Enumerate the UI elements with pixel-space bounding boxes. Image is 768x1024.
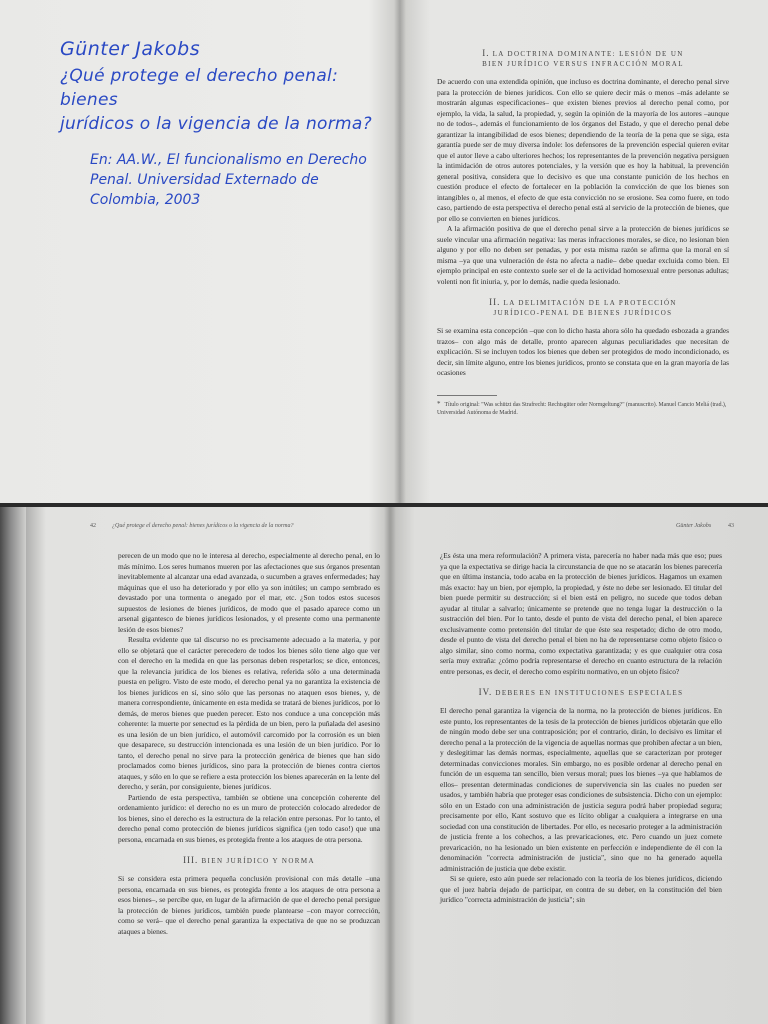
section-4-number: IV.	[478, 687, 493, 697]
handwritten-source	[60, 150, 390, 210]
page-42-column	[118, 551, 380, 937]
section-3-title: BIEN JURÍDICO Y NORMA	[201, 857, 315, 865]
page-41-paragraph-3: Si se examina esta concepción –que con lo dicho hasta ahora sólo ha quedado esbozada a grandes trazos– con algo más de detalle, pronto aparecen algunas peculiaridades que necesitan de explicación. Si se incluyen todos los bienes que deben ser protegidos de modo incondicionado, es decir, sin límite alguno, entre los bienes jurídicos, pronto se constata que en la gran mayoría de las ocasiones	[437, 326, 729, 377]
handwritten-author: Günter Jakobs	[60, 38, 201, 60]
page-42-paragraph-3: Partiendo de esta perspectiva, también se obtiene una concepción coherente del ordenamiento jurídico: el derecho no es un muro de protección colocado alrededor de los bienes, sino el derecho es la estructura de la relación entre personas. Por lo tanto, el derecho penal como protección de bienes jurídicos significa (¡en todo caso!) que una persona, encarnada en sus bienes, es protegida frente a los ataques de otra persona.	[118, 792, 380, 844]
section-2-number: II.	[489, 297, 501, 307]
top-spread	[0, 0, 768, 503]
section-3-heading	[118, 855, 380, 866]
page-41-paragraph-2: A la afirmación positiva de que el derecho penal sirve a la protección de bienes jurídicos se suele vincular una afirmación negativa: las meras infracciones morales, se dice, no lesionan bien alguno y por ello no deben ser penadas, y por esta misma razón se afirma que la moral en sí misma –ya que una vulneración de ésta no afecta a nadie– debe quedar excluida como bien. El ejemplo principal en este contexto suele ser el de la actividad homosexual entre personas adultas; volenti non fit iniuria, y, por lo demás, nadie queda lesionado.	[437, 224, 729, 286]
footnote-rule	[437, 395, 497, 396]
page-43-column	[440, 551, 722, 906]
top-gutter-shadow	[394, 0, 406, 503]
page-42-paragraph-1: perecen de un modo que no le interesa al derecho, especialmente al derecho penal, en lo más mínimo. Los seres humanos mueren por las afectaciones que sus órganos presentan inevitablemente al alcanzar una edad avanzada, o sucumben a graves enfermedades; hay máquinas que el uso ha deteriorado y por ello ya son inútiles; un campo sembrado es devastado por una tormenta o anegado por el mar, etc. ¿Son todos estos sucesos supuestos de lesiones de bienes jurídicos, de modo que el pasado aparece como un arsenal gigantesco de bienes jurídicos lesionados, y el presente como una permanente lesión de esos bienes?	[118, 551, 380, 634]
section-2-title-b: JURÍDICO-PENAL DE BIENES JURÍDICOS	[493, 309, 673, 317]
page-43-paragraph-1: ¿Es ésta una mera reformulación? A primera vista, parecería no haber nada más que eso; pues ya que la expectativa se dirige hacia la circunstancia de que no se atacarán los bienes parecería que en última instancia, todo acaba en la protección de bienes jurídicos. Hagamos un examen más exacto: hay un bien, por ejemplo, la propiedad, y éste no debe ser lesionado. El titular del bien puede permitir su destrucción; si el bien está en peligro, no sucede que todos deban ayudar al titular a salvarlo; únicamente se pretende que no tenga lugar la destrucción o la sustracción del bien. Por lo tanto, desde el punto de vista del derecho penal, el bien aparece exclusivamente como pretensión del titular de que éste sea respetado; dicho de otro modo, desde el punto de vista del derecho penal el bien no ha de representarse como objeto físico o algo similar, sino como norma, como expectativa garantizada; y es que cualquier otra cosa sería muy extraña: ¿cómo podría representarse el derecho en cuanto estructura de la relación entre personas, es decir, el derecho como espíritu normativo, en un objeto físico?	[440, 551, 722, 676]
page-42-number: 42	[90, 523, 96, 529]
page-41-column	[437, 48, 729, 417]
page-43-paragraph-2: El derecho penal garantiza la vigencia de la norma, no la protección de bienes jurídicos. En este punto, los representantes de la tesis de la protección de bienes jurídicos objetarán que ello de ningún modo debe ser una contraposición; por el contrario, dirán, lo decisivo es limitar el derecho penal a la protección de la vigencia de aquellas normas que prohíben afectar a un bien, y deslegitimar las demás normas, especialmente, aquellas que se caracterizan por proteger determinadas convicciones morales. Sin embargo, no es posible ordenar al derecho penal en función de un esquema tan sencillo, bien versus moral; pues los bienes –ya que hablamos de ellos– presentan determinadas condiciones de supervivencia sin las cuales no pueden ser usados, y también habría que proteger esas condiciones de subsistencia. Dicho con un ejemplo: sólo en un Estado con una administración de justicia segura podrá haber propiedad segura; precisamente por ello, Kant sostuvo que es lícito obligar a cualquiera a integrarse en una sociedad con una constitución de libertades. Por ello, es necesario proteger a la administración de justicia frente a los cohechos, a las prevaricaciones, etc. Pero cuando un juez comete prevaricación, no ha lesionado un bien existente en perfección e independiente de él con la denominación "correcta administración de justicia", sino que no ha generado aquella administración de justicia que debe existir.	[440, 706, 722, 873]
footnote-text: Título original: "Was schützt das Strafrecht: Rechtsgüter oder Normgeltung?" (manuscrito). Manuel Cancio Meliá (trad.), Universidad Autónoma de Madrid.	[437, 401, 727, 416]
section-3-number: III.	[183, 855, 199, 865]
page-42-paragraph-4: Si se considera esta primera pequeña conclusión provisional con más detalle –una persona, encarnada en sus bienes, es protegida frente a los ataques de otra persona a esos bienes–, se percibe que, en lugar de la afirmación de que el derecho penal persigue la protección de bienes jurídicos, también puede plantearse –con mayor corrección, como se verá– que el derecho penal garantiza la expectativa de que no se produzcan ataques a bienes.	[118, 874, 380, 936]
footnote-marker: *	[437, 399, 441, 408]
handwritten-source-line1: En: AA.W., El funcionalismo en Derecho	[90, 152, 367, 168]
page-41-paragraph-1: De acuerdo con una extendida opinión, que incluso es doctrina dominante, el derecho penal sirve para la protección de bienes jurídicos. Con ello se quiere decir más o menos –más adelante se mostrarán algunas especificaciones– que existen bienes previos al derecho penal como, por ejemplo, la vida, la salud, la propiedad, y, según la opinión de la mayoría de los autores –aunque no de todos–, además el funcionamiento de los órganos del Estado, y que el derecho penal debe garantizar la intangibilidad de esos bienes; dependiendo de la teoría de la pena que se siga, esta garantía puede ser de muy diversa índole: los defensores de la prevención especial quieren evitar que el autor lleve a cabo ulteriores hechos; los representantes de la prevención negativa persiguen la intimidación de otros autores potenciales, y la versión que es hoy la habitual, la prevención general positiva, considera que lo decisivo es que una constante punición de los hechos en cuestión produce el efecto de fortalecer en la población la convicción de que los bienes son intangibles o, al menos, el efecto de que esta convicción no se erosione. Sea como fuere, en todo caso, partiendo de esta perspectiva el derecho penal está al servicio de la protección de bienes, que por ello se convierten en bienes jurídicos.	[437, 77, 729, 223]
section-2-title-a: LA DELIMITACIÓN DE LA PROTECCIÓN	[503, 299, 677, 307]
handwritten-source-line3: Colombia, 2003	[90, 192, 201, 208]
section-4-title: DEBERES EN INSTITUCIONES ESPECIALES	[495, 689, 684, 697]
section-1-heading	[437, 48, 729, 69]
section-1-title-b: BIEN JURÍDICO VERSUS INFRACCIÓN MORAL	[482, 60, 684, 68]
page-42-running-head: ¿Qué protege el derecho penal: bienes jurídicos o la vigencia de la norma?	[112, 523, 294, 529]
handwritten-title-line2: jurídicos o la vigencia de la norma?	[60, 114, 372, 134]
footnote	[437, 400, 729, 417]
book-binding-edge	[0, 507, 26, 1024]
section-1-title-a: LA DOCTRINA DOMINANTE: LESIÓN DE UN	[492, 50, 684, 58]
page-43-paragraph-3: Si se quiere, esto aún puede ser relacionado con la teoría de los bienes jurídicos, diciendo que el juez habría dejado de participar, en contra de su deber, en la constitución del bien jurídico "correcta administración de justicia"; sin	[440, 874, 722, 904]
section-1-number: I.	[482, 48, 490, 58]
handwritten-title-line1: ¿Qué protege el derecho penal: bienes	[60, 66, 339, 110]
section-2-heading	[437, 297, 729, 318]
bottom-spread	[0, 507, 768, 1024]
bottom-gutter-shadow	[384, 507, 396, 1024]
section-4-heading	[440, 687, 722, 698]
page-43-number: 43	[728, 523, 734, 529]
page-43-running-head: Günter Jakobs	[676, 523, 712, 529]
page-42-paragraph-2: Resulta evidente que tal discurso no es precisamente adecuado a la materia, y por ello se objetará que el carácter perecedero de todos los bienes sólo tiene algo que ver con el derecho en la medida en que las personas deben respetarlos; se dice, entonces, que la relevancia jurídica de los bienes es relativa, referida sólo a una determinada puesta en peligro. Visto de este modo, el derecho penal ya no garantiza la existencia de los bienes jurídicos en sí, sino sólo que las personas no ataquen esos bienes, y, de manera correspondiente, únicamente en esta medida se tratará de bienes jurídicos, por lo demás, de meros bienes que pueden perecer. Esto nos conduce a una concepción más coherente: la muerte por senectud es la pérdida de un bien, pero la puñalada del asesino es una lesión de un bien jurídico, el automóvil carcomido por la corrosión es un bien que desaparece, su destrucción intencionada es una lesión de un bien jurídico. Por lo tanto, el derecho penal no sirve para la protección genérica de bienes que han sido proclamados como bienes jurídicos, sino para la protección de bienes contra ciertos ataques, y sólo en lo que se refiere a esta protección los bienes aparecerán en la lente del derecho, y serán, por consiguiente, bienes jurídicos.	[118, 635, 380, 791]
handwritten-note	[60, 38, 390, 210]
handwritten-source-line2: Penal. Universidad Externado de	[90, 172, 319, 188]
